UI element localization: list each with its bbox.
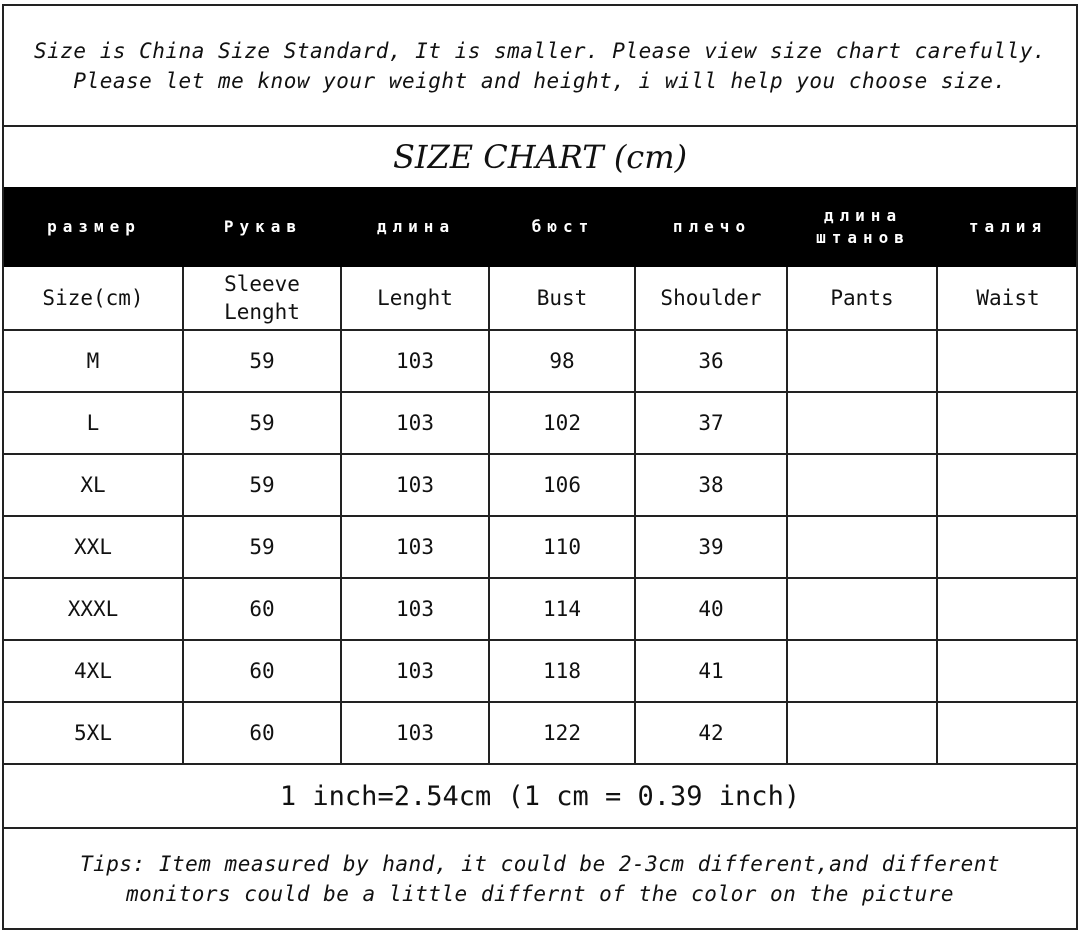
length-value: 103 — [396, 597, 434, 621]
english-header-row — [4, 267, 1076, 331]
header-length: Lenght — [377, 286, 453, 310]
measurement-tips — [4, 829, 1076, 928]
table-row — [4, 455, 1076, 517]
sleeve-value: 59 — [249, 411, 275, 435]
pants-value — [788, 517, 936, 577]
header-size: Size(cm) — [42, 286, 144, 310]
ru-header-waist: талия — [968, 217, 1048, 236]
length-value: 103 — [396, 349, 434, 373]
size-label: XXL — [74, 535, 112, 559]
notice-line-1: Size is China Size Standard, It is smaller. Please view size chart carefully. — [33, 38, 1047, 63]
unit-conversion: 1 inch=2.54cm (1 cm = 0.39 inch) — [4, 765, 1076, 829]
shoulder-value: 36 — [698, 349, 724, 373]
header-sleeve-length: Sleeve Lenght — [224, 272, 300, 324]
bust-value: 98 — [549, 349, 575, 373]
header-shoulder: Shoulder — [660, 286, 762, 310]
size-chart-frame — [2, 4, 1078, 930]
sleeve-value: 60 — [249, 597, 275, 621]
ru-header-shoulder: плечо — [672, 217, 752, 236]
sleeve-value: 59 — [249, 535, 275, 559]
shoulder-value: 41 — [698, 659, 724, 683]
tips-line-2: monitors could be a little differnt of the color on the picture — [125, 881, 954, 906]
size-label: XL — [80, 473, 106, 497]
waist-value — [938, 393, 1078, 453]
shoulder-value: 40 — [698, 597, 724, 621]
waist-value — [938, 579, 1078, 639]
pants-value — [788, 331, 936, 391]
size-label: M — [86, 349, 100, 373]
waist-value — [938, 455, 1078, 515]
sleeve-value: 59 — [249, 349, 275, 373]
header-waist: Waist — [976, 286, 1040, 310]
bust-value: 122 — [543, 721, 581, 745]
sleeve-value: 60 — [249, 659, 275, 683]
length-value: 103 — [396, 535, 434, 559]
waist-value — [938, 331, 1078, 391]
table-row — [4, 579, 1076, 641]
sleeve-value: 60 — [249, 721, 275, 745]
table-row — [4, 331, 1076, 393]
bust-value: 114 — [543, 597, 581, 621]
ru-header-length: длина — [376, 217, 456, 236]
pants-value — [788, 579, 936, 639]
header-pants: Pants — [830, 286, 894, 310]
pants-value — [788, 455, 936, 515]
bust-value: 106 — [543, 473, 581, 497]
shoulder-value: 42 — [698, 721, 724, 745]
sleeve-value: 59 — [249, 473, 275, 497]
chart-title: SIZE CHART (cm) — [392, 138, 688, 176]
length-value: 103 — [396, 721, 434, 745]
ru-header-pants: длина штанов — [816, 206, 910, 247]
table-row — [4, 641, 1076, 703]
size-table — [4, 267, 1076, 765]
shoulder-value: 39 — [698, 535, 724, 559]
length-value: 103 — [396, 659, 434, 683]
table-row — [4, 393, 1076, 455]
size-label: XXXL — [67, 597, 119, 621]
shoulder-value: 37 — [698, 411, 724, 435]
length-value: 103 — [396, 411, 434, 435]
bust-value: 118 — [543, 659, 581, 683]
table-row — [4, 703, 1076, 765]
waist-value — [938, 703, 1078, 763]
size-label: 5XL — [74, 721, 112, 745]
waist-value — [938, 517, 1078, 577]
bust-value: 110 — [543, 535, 581, 559]
bust-value: 102 — [543, 411, 581, 435]
ru-header-bust: бюст — [531, 217, 595, 236]
pants-value — [788, 641, 936, 701]
size-label: L — [86, 411, 100, 435]
pants-value — [788, 393, 936, 453]
size-label: 4XL — [74, 659, 112, 683]
ru-header-size: размер — [47, 217, 141, 236]
length-value: 103 — [396, 473, 434, 497]
waist-value — [938, 641, 1078, 701]
notice-line-2: Please let me know your weight and height, i will help you choose size. — [73, 68, 1007, 93]
size-notice — [4, 6, 1076, 127]
table-row — [4, 517, 1076, 579]
header-bust: Bust — [536, 286, 588, 310]
russian-header-row — [4, 187, 1076, 267]
tips-line-1: Tips: Item measured by hand, it could be 2-3cm different,and different — [79, 851, 1000, 876]
shoulder-value: 38 — [698, 473, 724, 497]
ru-header-sleeve: Рукав — [223, 217, 303, 236]
pants-value — [788, 703, 936, 763]
